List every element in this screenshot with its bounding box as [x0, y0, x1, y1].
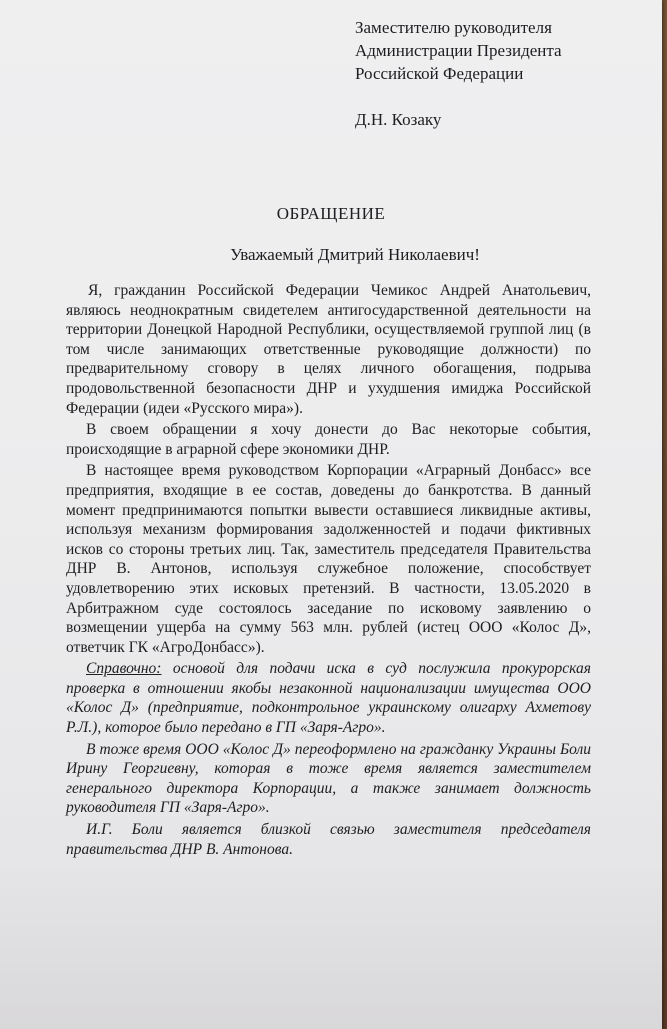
addressee-line-1: Заместителю руководителя: [355, 18, 552, 37]
reference-text: основой для подачи иска в суд послужила прокурорская проверка в отношении якобы незаконной национализации имущества ООО «Колос Д» (предприятие, подконтрольное украинскому олигарху Ахметову Р.Л.), которое было передано в ГП «Заря-Агро».: [66, 660, 591, 737]
paper-shading: [0, 860, 662, 1029]
reference-label: Справочно:: [86, 660, 162, 678]
addressee-line-3: Российской Федерации: [355, 64, 524, 83]
addressee-line-2: Администрации Президента: [355, 41, 562, 60]
paragraph-6: И.Г. Боли является близкой связью заместителя председателя правительства ДНР В. Антонова.: [66, 821, 591, 858]
paragraph-3: В настоящее время руководством Корпорации «Аграрный Донбасс» все предприятия, входящие в ее состав, доведены до банкротства. В данный момент предпринимаются попытки вывести оставшиеся ликвидные активы, используя механизм формирования задолженностей и подачи фиктивных исков со стороны третьих лиц. Так, заместитель председателя Правительства ДНР В. Антонов, используя служебное положение, способствует удовлетворению этих исковых претензий. В частности, 13.05.2020 в Арбитражном суде состоялось заседание по исковому заявлению о возмещении ущерба на сумму 563 млн. рублей (истец ООО «Колос Д», ответчик ГК «АгроДонбасс»).: [66, 462, 591, 656]
paragraph-2: В своем обращении я хочу донести до Вас некоторые события, происходящие в аграрной сфере экономики ДНР.: [66, 421, 591, 458]
addressee-name: Д.Н. Козаку: [355, 110, 442, 129]
letter-body: [66, 281, 591, 861]
paragraph-1: Я, гражданин Российской Федерации Чемикос Андрей Анатольевич, являюсь неоднократным свидетелем антигосударственной деятельности на территории Донецкой Народной Республики, осуществляемой группой лиц (в том числе занимающих ответственные руководящие должности) по предварительному сговору в целях личного обогащения, подрыва продовольственной безопасности ДНР и ухудшения имиджа Российской Федерации (идеи «Русского мира»).: [66, 282, 591, 417]
paragraph-5: В тоже время ООО «Колос Д» переоформлено на гражданку Украины Боли Ирину Георгиевну, которая в тоже время является заместителем генерального директора Корпорации, а также занимает должность руководителя ГП «Заря-Агро».: [66, 740, 591, 817]
document-title: ОБРАЩЕНИЕ: [276, 204, 386, 223]
paragraph-4-reference: [66, 659, 591, 737]
addressee-block: [355, 16, 562, 131]
salutation: Уважаемый Дмитрий Николаевич!: [230, 245, 480, 264]
